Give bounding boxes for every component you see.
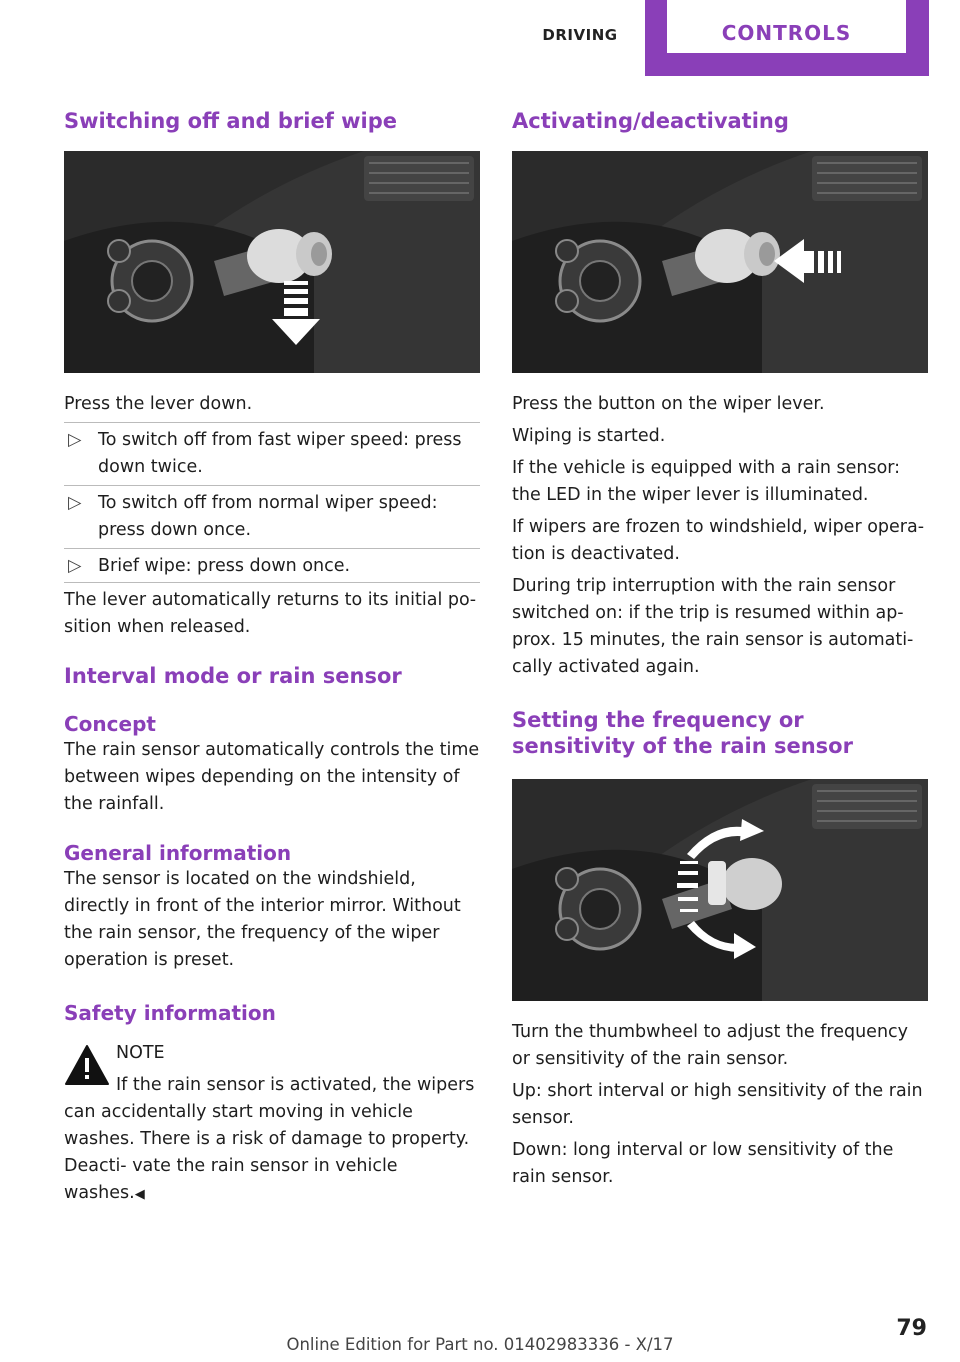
list-item <box>64 485 480 544</box>
heading-activating-deactivating: Activating/deactivating <box>512 109 789 133</box>
right-column <box>512 108 928 1191</box>
page-number: 79 <box>896 1316 927 1341</box>
list-item <box>64 427 480 481</box>
wiper-lever-push-down-illustration <box>64 151 480 373</box>
text-press-lever-down: Press the lever down. <box>64 394 253 414</box>
heading-setting-frequency: Setting the frequency or sensitivity of the rain sensor <box>512 708 853 758</box>
bullet-triangle-icon: ▷ <box>68 430 82 450</box>
switch-off-bullet-list <box>64 427 480 580</box>
text-lever-returns: The lever automatically returns to its initial po‐ sition when released. <box>64 590 477 637</box>
list-item-text: Brief wipe: press down once. <box>98 556 351 576</box>
footer-edition: Online Edition for Part no. 01402983336 - X/17 <box>286 1335 674 1354</box>
text-trip-interruption: During trip interruption with the rain sensor switched on: if the trip is resumed within ap‐ prox. 15 minutes, the rain sensor is automati‐ cally activated again. <box>512 576 914 677</box>
heading-concept: Concept <box>64 712 156 736</box>
left-column <box>64 108 480 1208</box>
note-title: NOTE <box>116 1043 165 1063</box>
bullet-triangle-icon: ▷ <box>68 493 82 513</box>
divider <box>64 422 480 423</box>
heading-interval-mode: Interval mode or rain sensor <box>64 664 402 688</box>
wiper-lever-button-press-illustration <box>512 151 928 373</box>
note-block <box>64 1040 480 1208</box>
list-item <box>64 548 480 580</box>
text-general-information: The sensor is located on the windshield, directly in front of the interior mirror. Without the rain sensor, the frequency of the wiper operation is preset. <box>64 869 461 970</box>
text-wiping-started: Wiping is started. <box>512 426 666 446</box>
text-turn-thumbwheel: Turn the thumbwheel to adjust the frequency or sensitivity of the rain sensor. <box>512 1022 909 1069</box>
heading-switching-off: Switching off and brief wipe <box>64 109 398 133</box>
bullet-triangle-icon: ▷ <box>68 556 82 576</box>
header-tab-bar <box>0 0 960 76</box>
chapter-tab-label: CONTROLS <box>667 0 906 53</box>
divider <box>64 582 480 583</box>
heading-safety-information: Safety information <box>64 1001 276 1025</box>
text-frozen-wipers: If wipers are frozen to windshield, wiper opera‐ tion is deactivated. <box>512 517 925 564</box>
heading-general-information: General information <box>64 841 292 865</box>
note-text-first-line: If the rain sensor is activated, the wipers <box>116 1075 475 1095</box>
warning-triangle-icon <box>64 1044 110 1086</box>
text-press-button: Press the button on the wiper lever. <box>512 394 825 414</box>
list-item-text: To switch off from normal wiper speed: press down once. <box>98 493 438 540</box>
text-up-direction: Up: short interval or high sensitivity of the rain sensor. <box>512 1081 923 1128</box>
text-concept: The rain sensor automatically controls the time between wipes depending on the intensity of the rainfall. <box>64 740 480 814</box>
list-item-text: To switch off from fast wiper speed: press down twice. <box>98 430 462 477</box>
end-mark-icon: ◀ <box>134 1187 145 1202</box>
chapter-tab[interactable] <box>645 0 929 76</box>
text-led-illuminated: If the vehicle is equipped with a rain sensor: the LED in the wiper lever is illuminated. <box>512 458 901 505</box>
note-text-rest: can accidentally start moving in vehicle washes. There is a risk of damage to property. Deacti‐ vate the rain sensor in vehicle washes. <box>64 1102 470 1203</box>
section-tab-label[interactable]: DRIVING <box>542 26 618 44</box>
text-down-direction: Down: long interval or low sensitivity of the rain sensor. <box>512 1140 894 1187</box>
wiper-thumbwheel-rotate-illustration <box>512 779 928 1001</box>
note-text <box>64 1099 480 1208</box>
